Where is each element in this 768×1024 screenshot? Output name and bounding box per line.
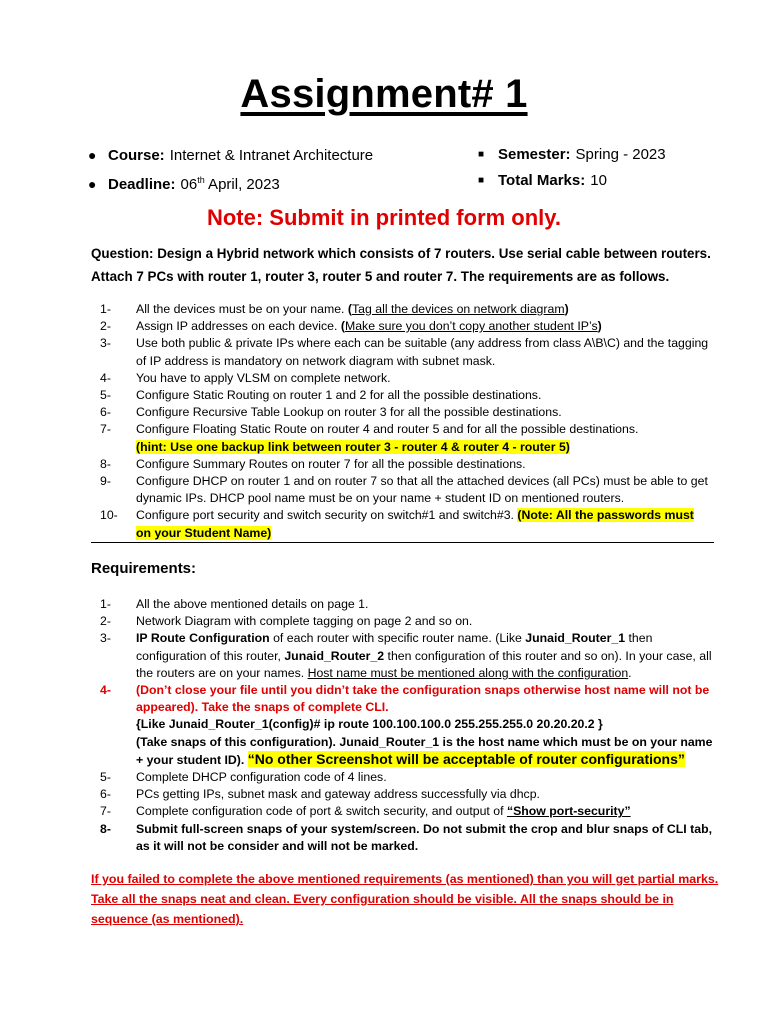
requirements-list (100, 596, 720, 855)
marks-value: 10 (590, 172, 607, 189)
list-item: 8- Submit full-screen snaps of your system/screen. Do not submit the crop and blur snaps of CLI tab, as it will not be consider and will not be marked. (100, 821, 712, 853)
submission-note: Note: Submit in printed form only. (206, 205, 562, 230)
requirements-heading: Requirements: (91, 560, 197, 577)
password-note-highlight: (Note: All the passwords must (517, 508, 694, 523)
list-item: 1- All the devices must be on your name. (Tag all the devices on network diagram) (100, 302, 569, 316)
page-title: Assignment# 1 (240, 72, 528, 116)
list-item: 7- Configure Floating Static Route on router 4 and router 5 and for all the possible destinations. (hint: Use one backup link between router 3 - router 4 & router 4 - router 5) (100, 422, 639, 454)
deadline-value: 06th April, 2023 (180, 175, 280, 193)
deadline-row (88, 168, 373, 197)
course-info (88, 143, 373, 197)
list-item: 4- You have to apply VLSM on complete network. (100, 370, 391, 385)
semester-label: Semester: (498, 146, 571, 163)
question-line-2: Attach 7 PCs with router 1, router 3, router 5 and router 7. The requirements are as follows. (91, 269, 670, 284)
bullet-icon: ● (88, 147, 97, 163)
hint-highlight: (hint: Use one backup link between router 3 - router 4 & router 4 - router 5) (136, 439, 570, 454)
list-item: 4- (Don’t close your file until you didn’t take the configuration snaps otherwise host name will not be appeared). Take the snaps of complete CLI. {Like Junaid_Router_1(config)# ip route 100.100.100.0 255.255.255.0 20.20.20.2 } (Take snaps of this configuration). Junaid_Router_1 is the host name which must be on your name + your student ID). “No other Screenshot will be acceptable of router configurations” (100, 683, 713, 767)
list-item: 5- Complete DHCP configuration code of 4 lines. (100, 770, 387, 785)
semester-row (478, 143, 666, 169)
footer-warning: If you failed to complete the above mentioned requirements (as mentioned) than you will get partial marks. Take all the snaps neat and clean. Every configuration should be visible. All the snaps should be in sequence (as mentioned). (91, 872, 719, 926)
warning-text: (Don’t close your file until you didn’t take the configuration snaps otherwise host name will not be appeared). Take the snaps of complete CLI. (136, 683, 710, 715)
question-text (91, 242, 731, 288)
course-label: Course: (108, 147, 165, 164)
semester-value: Spring - 2023 (575, 146, 666, 163)
square-bullet-icon: ■ (478, 149, 485, 160)
task-list (100, 301, 720, 542)
bullet-icon: ● (88, 176, 97, 192)
marks-row (478, 169, 666, 195)
list-item: 1- All the above mentioned details on page 1. (100, 597, 369, 611)
list-item: 6- PCs getting IPs, subnet mask and gateway address successfully via dhcp. (100, 787, 540, 802)
list-item: 8- Configure Summary Routes on router 7 for all the possible destinations. (100, 456, 526, 471)
semester-info (478, 143, 666, 195)
list-item: 7- Complete configuration code of port & switch security, and output of “Show port-security” (100, 804, 631, 819)
list-item: 2- Assign IP addresses on each device. (Make sure you don’t copy another student IP’s) (100, 319, 602, 334)
list-item: 9- Configure DHCP on router 1 and on router 7 so that all the attached devices (all PCs) must be able to get dynamic IPs. DHCP pool name must be on your name + student ID on mentioned routers. (100, 474, 708, 506)
square-bullet-icon: ■ (478, 175, 485, 186)
section-divider (91, 542, 714, 543)
course-value: Internet & Intranet Architecture (169, 147, 374, 164)
list-item: 5- Configure Static Routing on router 1 and 2 for all the possible destinations. (100, 388, 542, 403)
list-item: 6- Configure Recursive Table Lookup on router 3 for all the possible destinations. (100, 405, 562, 420)
question-line-1: Question: Design a Hybrid network which consists of 7 routers. Use serial cable between routers. (91, 246, 711, 261)
deadline-label: Deadline: (108, 176, 176, 193)
list-item: 3- Use both public & private IPs where each can be suitable (any address from class A\B\C) and the tagging of IP address is mandatory on network diagram with subnet mask. (100, 336, 709, 368)
list-item: 10- Configure port security and switch security on switch#1 and switch#3. (Note: All the passwords must on your Student Name) (100, 508, 694, 540)
list-item: 3- IP Route Configuration of each router with specific router name. (Like Junaid_Router_1 then configuration of this router, Junaid_Router_2 then configuration of this router and so on). In your case, all the routers are on your names. Host name must be mentioned along with the configuration. (100, 631, 712, 680)
password-note-highlight: on your Student Name) (136, 525, 272, 540)
course-row (88, 143, 373, 168)
example-command: {Like Junaid_Router_1(config)# ip route 100.100.100.0 255.255.255.0 20.20.20.2 } (136, 717, 603, 732)
marks-label: Total Marks: (498, 172, 586, 189)
screenshot-warning-highlight: “No other Screenshot will be acceptable of router configurations” (247, 750, 685, 767)
list-item: 2- Network Diagram with complete tagging on page 2 and so on. (100, 614, 473, 629)
